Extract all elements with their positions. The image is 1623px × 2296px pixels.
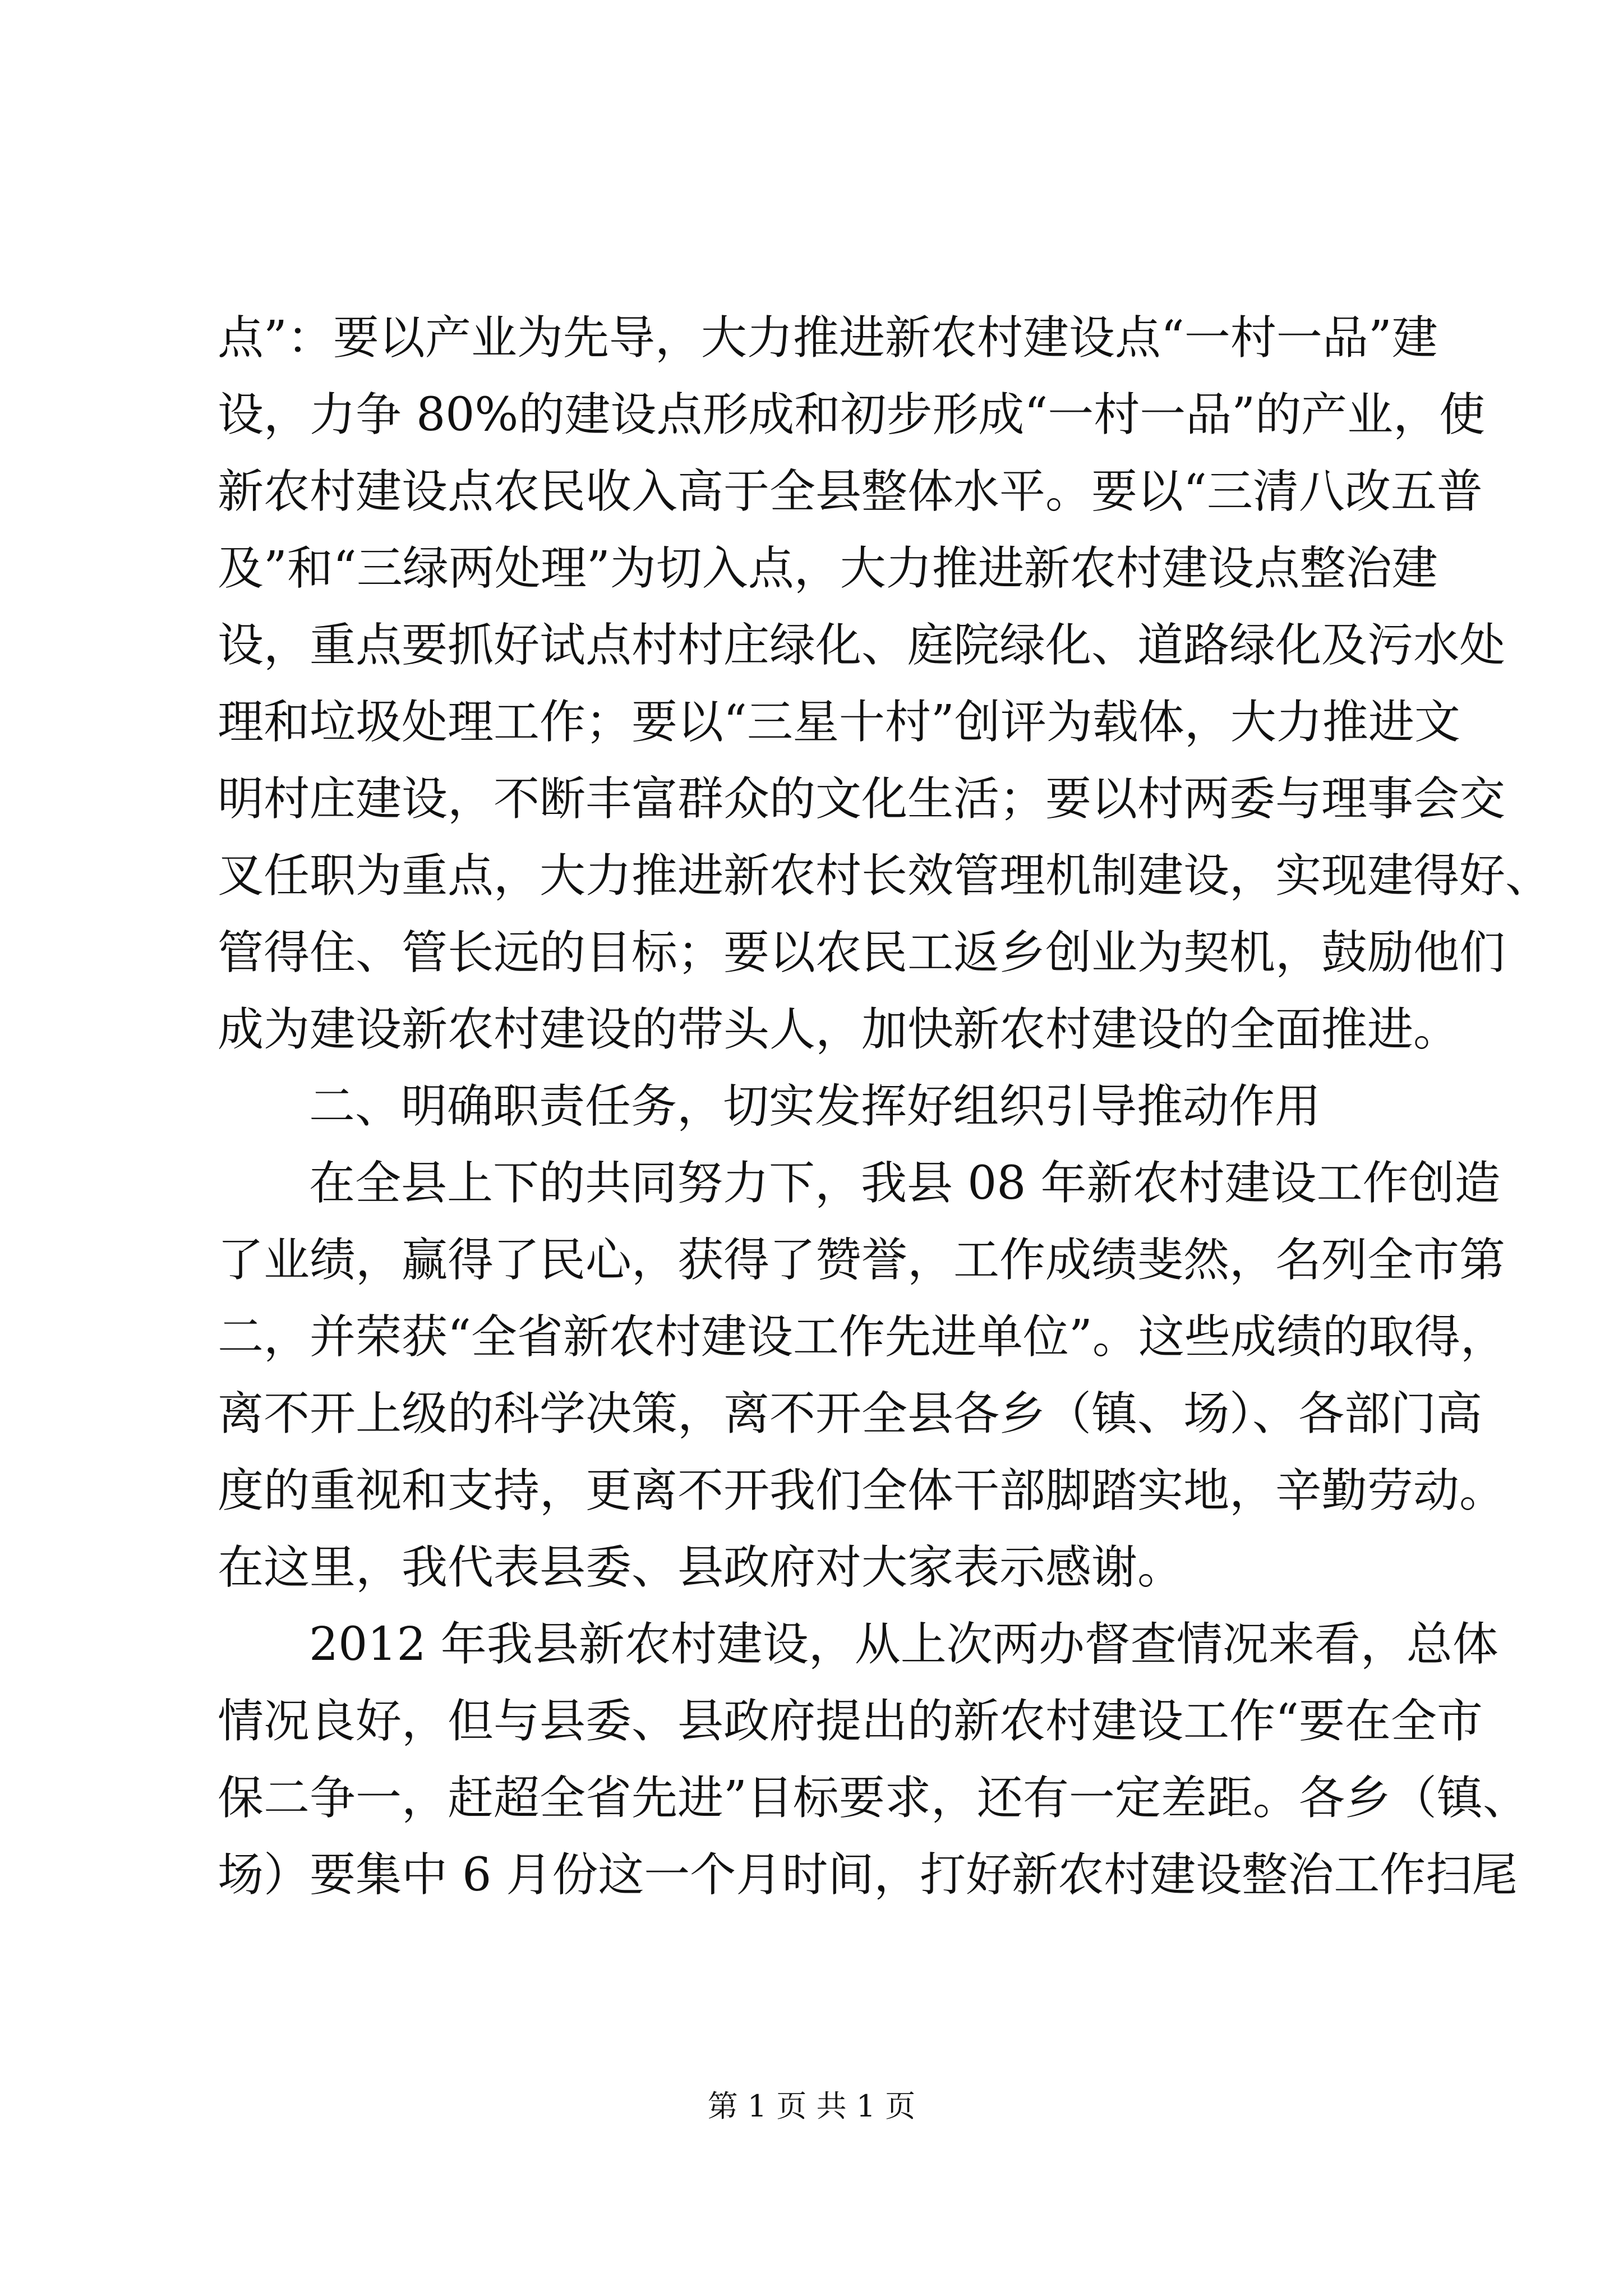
paragraph-line: 设，重点要抓好试点村村庄绿化、庭院绿化、道路绿化及污水处 [218, 619, 1506, 672]
paragraph-line: 度的重视和支持，更离不开我们全体干部脚踏实地，辛勤劳动。 [218, 1464, 1506, 1517]
paragraph-line: 设，力争 80%的建设点形成和初步形成“一村一品”的产业，使 [218, 388, 1486, 441]
paragraph-line: 离不开上级的科学决策，离不开全县各乡（镇、场）、各部门高 [218, 1387, 1483, 1441]
paragraph-line: 新农村建设点农民收入高于全县整体水平。要以“三清八改五普 [218, 465, 1483, 518]
paragraph-line: 二，并荣获“全省新农村建设工作先进单位”。这些成绩的取得， [218, 1310, 1506, 1364]
paragraph-line: 明村庄建设，不断丰富群众的文化生活；要以村两委与理事会交 [218, 772, 1506, 826]
paragraph-line: 及”和“三绿两处理”为切入点，大力推进新农村建设点整治建 [218, 542, 1438, 595]
paragraph-line: 管得住、管长远的目标；要以农民工返乡创业为契机，鼓励他们 [218, 926, 1506, 979]
paragraph-line: 场）要集中 6 月份这一个月时间，打好新农村建设整治工作扫尾 [218, 1848, 1518, 1902]
paragraph-line: 成为建设新农村建设的带头人，加快新农村建设的全面推进。 [218, 1003, 1460, 1056]
paragraph-line: 理和垃圾处理工作；要以“三星十村”创评为载体，大力推进文 [218, 696, 1460, 749]
paragraph-line: 点”：要以产业为先导，大力推进新农村建设点“一村一品”建 [218, 311, 1438, 365]
paragraph-line: 2012 年我县新农村建设，从上次两办督查情况来看，总体 [309, 1618, 1498, 1671]
page-footer: 第 1 页 共 1 页 [707, 2088, 916, 2124]
paragraph-line: 了业绩，赢得了民心，获得了赞誉，工作成绩斐然，名列全市第 [218, 1234, 1506, 1287]
paragraph-line: 叉任职为重点，大力推进新农村长效管理机制建设，实现建得好、 [218, 849, 1552, 903]
paragraph-line: 情况良好，但与县委、县政府提出的新农村建设工作“要在全市 [218, 1695, 1483, 1748]
section-heading: 二、明确职责任务，切实发挥好组织引导推动作用 [309, 1080, 1321, 1133]
paragraph-line: 在全县上下的共同努力下，我县 08 年新农村建设工作创造 [309, 1157, 1501, 1210]
paragraph-line: 保二争一，赶超全省先进”目标要求，还有一定差距。各乡（镇、 [218, 1772, 1529, 1825]
paragraph-line: 在这里，我代表县委、县政府对大家表示感谢。 [218, 1541, 1184, 1594]
